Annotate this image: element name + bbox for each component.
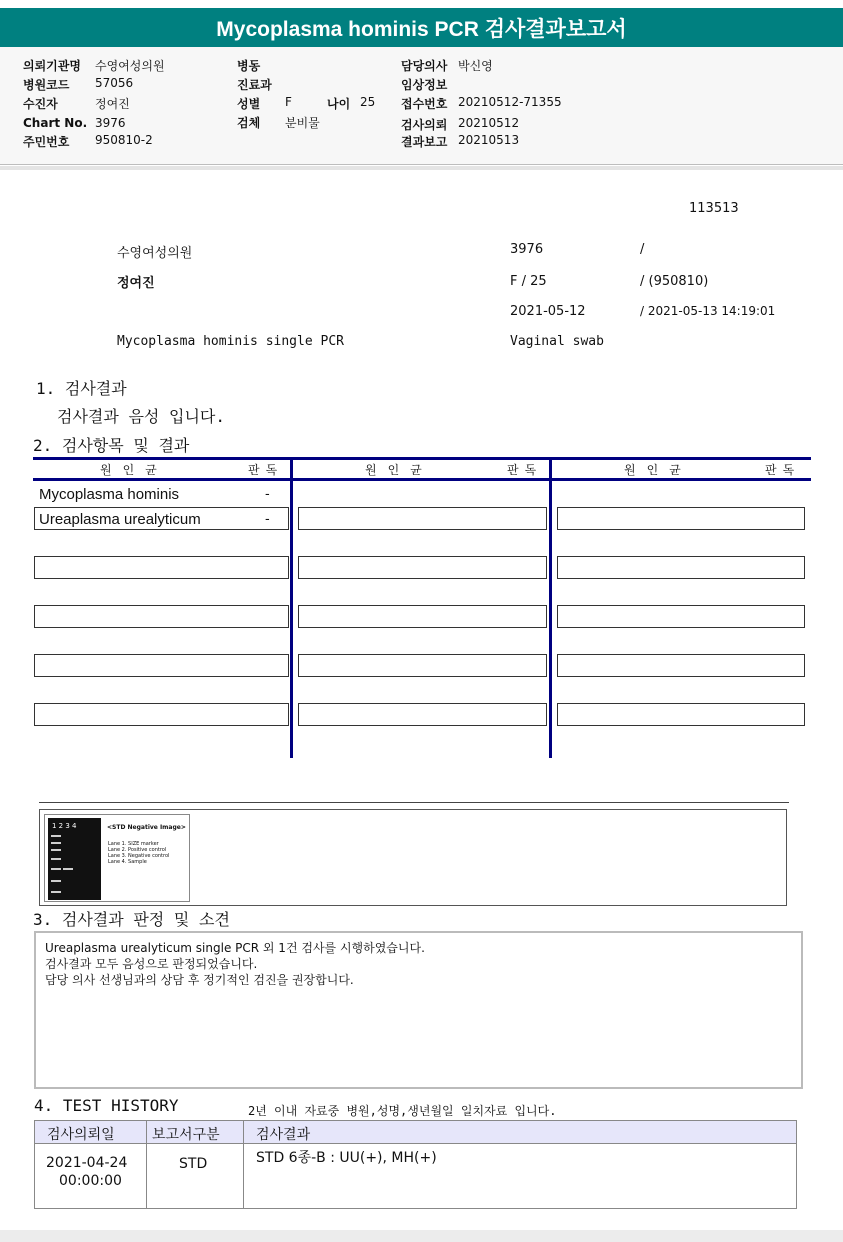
gel-band (51, 868, 61, 870)
sex-value: F (285, 95, 292, 109)
opinion-line-2: 검사결과 모두 음성으로 판정되었습니다. (45, 957, 258, 971)
empty-result-cell (34, 605, 289, 628)
report-title: Mycoplasma hominis PCR 검사결과보고서 (0, 8, 843, 47)
col-pathogen-1: 원인균 (100, 463, 168, 477)
empty-result-cell (557, 605, 805, 628)
empty-result-cell (557, 654, 805, 677)
patient-label: 수진자 (23, 97, 58, 111)
section4-heading: 4. TEST HISTORY (34, 1096, 179, 1115)
ward-label: 병동 (237, 59, 261, 73)
history-col-date: 검사의뢰일 (47, 1127, 115, 1143)
empty-result-cell (298, 507, 547, 530)
request-date-value: 20210512 (458, 116, 520, 130)
gel-band (51, 891, 61, 893)
gel-top-rule (39, 802, 789, 803)
summary-birth: / (950810) (640, 274, 709, 289)
summary-test-name: Mycoplasma hominis single PCR (117, 334, 344, 349)
clinical-info-label: 임상정보 (401, 78, 448, 92)
section2-heading: 2. 검사항목 및 결과 (33, 436, 190, 455)
summary-sex-age: F / 25 (510, 274, 547, 289)
ordering-org-value: 수영여성의원 (95, 59, 165, 73)
gel-lane1-label: Lane 1. SIZE marker (108, 841, 159, 847)
section3-heading: 3. 검사결과 판정 및 소견 (33, 910, 230, 929)
pathogen-result-1: - (265, 487, 270, 502)
summary-request-date: 2021-05-12 (510, 304, 586, 319)
history-col-divider (146, 1120, 147, 1209)
table-col-divider-2 (549, 457, 552, 758)
request-date-label: 검사의뢰 (401, 118, 448, 132)
section1-result-text: 검사결과 음성 입니다. (57, 407, 226, 426)
table-header-border (33, 478, 811, 481)
pathogen-name-2: Ureaplasma urealyticum (39, 511, 201, 528)
chart-no-value: 3976 (95, 116, 126, 130)
header-separator (0, 166, 843, 170)
col-judgement-3: 판독 (765, 463, 801, 477)
empty-result-cell (34, 654, 289, 677)
history-table-header (34, 1120, 797, 1144)
table-top-border (33, 457, 811, 460)
report-date-value: 20210513 (458, 133, 520, 147)
sex-label: 성별 (237, 97, 261, 111)
history-col-result: 검사결과 (256, 1127, 311, 1143)
chart-no-label: Chart No. (23, 116, 88, 130)
summary-patient: 정여진 (117, 276, 155, 291)
history-col-type: 보고서구분 (152, 1127, 220, 1143)
empty-result-cell (298, 605, 547, 628)
specimen-label: 검체 (237, 116, 261, 130)
gel-lane4-label: Lane 4. Sample (108, 859, 147, 865)
age-label: 나이 (327, 97, 351, 111)
history-type: STD (179, 1156, 208, 1172)
opinion-line-1: Ureaplasma urealyticum single PCR 외 1건 검사를 시행하였습니다. (45, 941, 425, 955)
receipt-no-label: 접수번호 (401, 97, 448, 111)
history-time: 00:00:00 (59, 1173, 122, 1189)
empty-result-cell (557, 703, 805, 726)
empty-result-cell (298, 654, 547, 677)
history-col-divider (243, 1120, 244, 1209)
gel-band (51, 880, 61, 882)
col-judgement-2: 판독 (507, 463, 543, 477)
summary-slash: / (640, 242, 645, 257)
col-judgement-1: 판독 (248, 463, 284, 477)
summary-report-datetime: / 2021-05-13 14:19:01 (640, 304, 776, 318)
report-date-label: 결과보고 (401, 135, 448, 149)
gel-title: <STD Negative Image> (107, 824, 186, 831)
col-pathogen-3: 원인균 (624, 463, 692, 477)
age-value: 25 (360, 95, 376, 109)
gel-band (51, 842, 61, 844)
opinion-line-3: 담당 의사 선생님과의 상담 후 정기적인 검진을 권장합니다. (45, 973, 354, 987)
hospital-code-label: 병원코드 (23, 78, 70, 92)
summary-chart: 3976 (510, 242, 544, 257)
summary-clinic: 수영여성의원 (117, 246, 193, 261)
report-id: 113513 (689, 201, 739, 216)
gel-lane-numbers: 1 2 3 4 (52, 822, 77, 830)
ordering-org-label: 의뢰기관명 (23, 59, 81, 73)
summary-specimen: Vaginal swab (510, 334, 604, 349)
empty-result-cell (34, 703, 289, 726)
history-date: 2021-04-24 (46, 1155, 128, 1171)
resident-no-label: 주민번호 (23, 135, 70, 149)
dept-label: 진료과 (237, 78, 272, 92)
gel-band (51, 849, 61, 851)
table-col-divider-1 (290, 457, 293, 758)
gel-band (51, 835, 61, 837)
hospital-code-value: 57056 (95, 76, 134, 90)
empty-result-cell (298, 703, 547, 726)
gel-band (63, 868, 73, 870)
resident-no-value: 950810-2 (95, 133, 153, 147)
gel-band (51, 858, 61, 860)
section1-heading: 1. 검사결과 (36, 379, 127, 398)
patient-value: 정여진 (95, 97, 130, 111)
history-note: 2년 이내 자료중 병원,성명,생년월일 일치자료 입니다. (248, 1104, 557, 1118)
receipt-no-value: 20210512-71355 (458, 95, 562, 109)
pathogen-name-1: Mycoplasma hominis (39, 486, 180, 503)
empty-result-cell (298, 556, 547, 579)
gel-lane2-label: Lane 2. Positive control (108, 847, 167, 853)
empty-result-cell (557, 507, 805, 530)
empty-result-cell (557, 556, 805, 579)
doctor-value: 박신영 (458, 59, 493, 73)
doctor-label: 담당의사 (401, 59, 448, 73)
pathogen-result-2: - (265, 512, 270, 527)
specimen-value: 분비물 (285, 116, 320, 130)
bottom-strip (0, 1230, 843, 1242)
empty-result-cell (34, 556, 289, 579)
history-result: STD 6종-B : UU(+), MH(+) (256, 1150, 437, 1166)
gel-lane3-label: Lane 3. Negative control (108, 853, 170, 859)
col-pathogen-2: 원인균 (365, 463, 433, 477)
